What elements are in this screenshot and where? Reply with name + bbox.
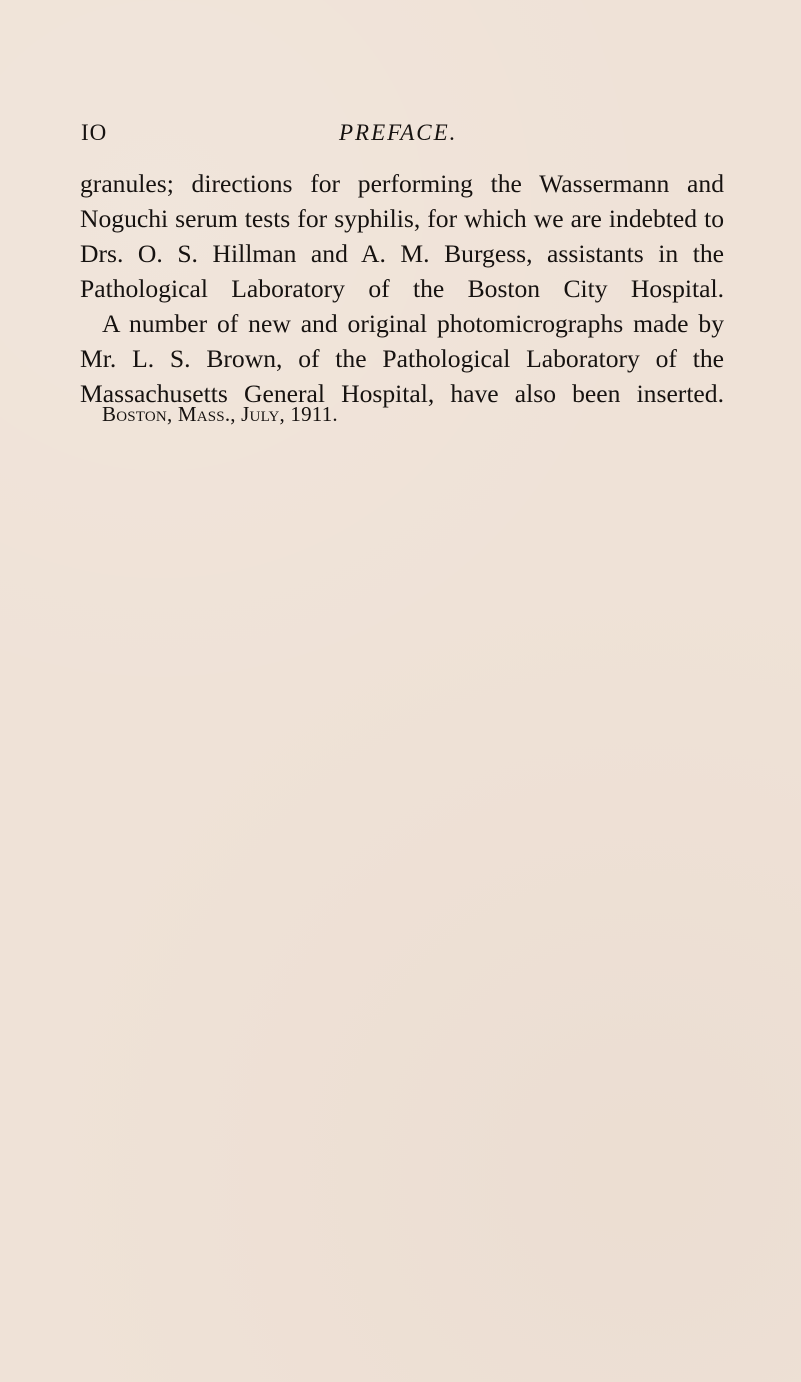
signature-line: Boston, Mass., July, 1911. xyxy=(102,402,338,426)
paragraph-2: A number of new and original photomicrographs made by Mr. L. S. Brown, of the Pathological Laboratory of the Massachusetts General Hospital, have also been inserted. xyxy=(80,309,724,408)
page-number: IO xyxy=(81,120,108,145)
running-title: PREFACE. xyxy=(339,120,458,145)
page-header xyxy=(81,120,721,150)
paragraph-1: granules; directions for performing the Wassermann and Noguchi serum tests for syphilis, for which we are indebted to Drs. O. S. Hillman and A. M. Burgess, assistants in the Pathological Laboratory of the Boston City Hospital. xyxy=(80,169,724,303)
body-text xyxy=(80,166,724,411)
